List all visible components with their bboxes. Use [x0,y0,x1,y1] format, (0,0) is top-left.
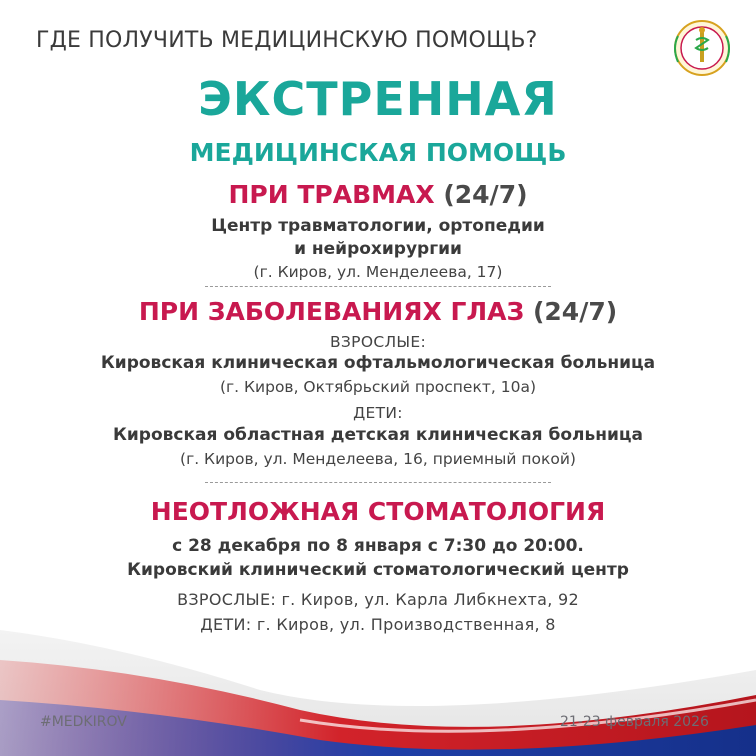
hashtag: #MEDKIROV [40,714,127,730]
eyes-adults-label: ВЗРОСЛЫЕ: [330,333,426,351]
eyes-children-label: ДЕТИ: [353,404,403,422]
injuries-address: (г. Киров, ул. Менделеева, 17) [253,263,503,281]
injuries-heading [0,180,756,209]
eyes-adults-address: (г. Киров, Октябрьский проспект, 10а) [219,378,536,396]
injuries-hours: (24/7) [443,180,528,209]
section-divider [205,286,551,287]
eyes-children-name: Кировская областная детская клиническая больница [113,425,643,445]
injuries-title: ПРИ ТРАВМАХ [228,180,435,209]
dental-title: НЕОТЛОЖНАЯ СТОМАТОЛОГИЯ [150,497,606,526]
dental-center: Кировский клинический стоматологический центр [127,560,629,580]
event-dates: 21-23 февраля 2026 [560,714,709,730]
dental-schedule: с 28 декабря по 8 января с 7:30 до 20:00. [172,536,584,556]
eyes-heading [0,297,756,326]
eyes-children-address: (г. Киров, ул. Менделеева, 16, приемный покой) [180,450,576,468]
injuries-center-line1: Центр травматологии, ортопедии [211,216,545,236]
header-question: ГДЕ ПОЛУЧИТЬ МЕДИЦИНСКУЮ ПОМОЩЬ? [36,28,538,53]
injuries-center-line2: и нейрохирургии [294,239,462,259]
eyes-hours: (24/7) [532,297,618,326]
eyes-adults-name: Кировская клиническая офтальмологическая больница [100,353,656,373]
flag-wave-decoration [0,600,756,756]
dental-children: ДЕТИ: г. Киров, ул. Производственная, 8 [200,615,556,634]
main-title: ЭКСТРЕННАЯ [198,72,558,126]
eyes-title: ПРИ ЗАБОЛЕВАНИЯХ ГЛАЗ [138,297,525,326]
section-divider [205,482,551,483]
dental-adults: ВЗРОСЛЫЕ: г. Киров, ул. Карла Либкнехта, 92 [177,590,579,609]
sub-title: МЕДИЦИНСКАЯ ПОМОЩЬ [189,138,567,167]
